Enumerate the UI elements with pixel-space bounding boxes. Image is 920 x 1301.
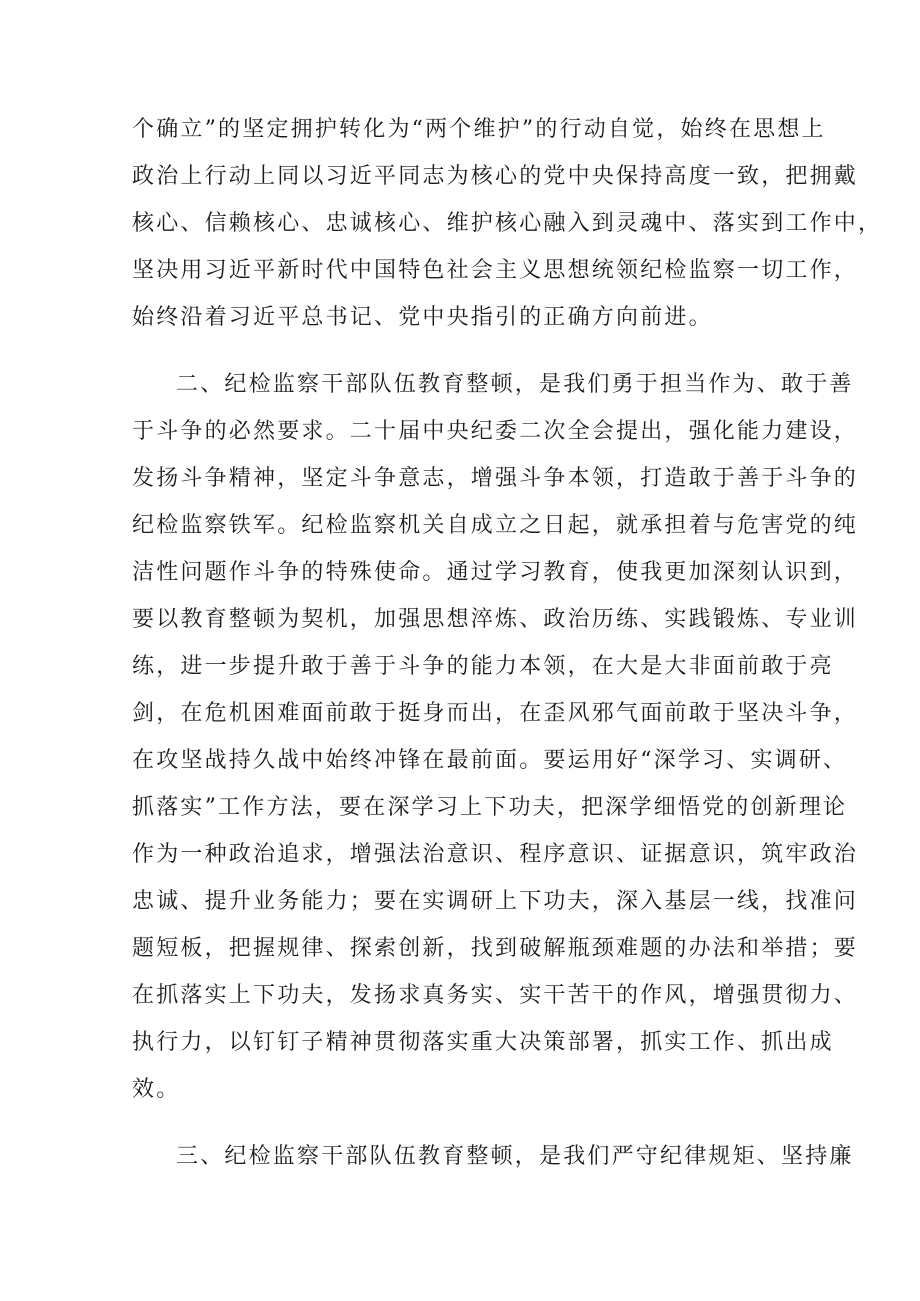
- text-line: 抓落实”工作方法，要在深学习上下功夫，把深学细悟党的创新理论: [132, 795, 848, 820]
- text-line: 在攻坚战持久战中始终冲锋在最前面。要运用好“深学习、实调研、: [132, 748, 848, 773]
- text-line: 发扬斗争精神，坚定斗争意志，增强斗争本领，打造敢于善于斗争的: [132, 466, 859, 491]
- text-line: 核心、信赖核心、忠诚核心、维护核心融入到灵魂中、落实到工作中，: [132, 211, 883, 236]
- text-line: 作为一种政治追求，增强法治意识、程序意识、证据意识，筑牢政治: [132, 842, 859, 867]
- text-line: 于斗争的必然要求。二十届中央纪委二次全会提出，强化能力建设，: [132, 419, 859, 444]
- text-line: 在抓落实上下功夫，发扬求真务实、实干苦干的作风，增强贯彻力、: [132, 983, 859, 1008]
- text-line: 始终沿着习近平总书记、党中央指引的正确方向前进。: [132, 305, 713, 330]
- text-line: 练，进一步提升敢于善于斗争的能力本领，在大是大非面前敢于亮: [132, 654, 834, 679]
- text-line: 政治上行动上同以习近平同志为核心的党中央保持高度一致，把拥戴: [132, 164, 859, 189]
- text-line: 纪检监察铁军。纪检监察机关自成立之日起，就承担着与危害党的纯: [132, 513, 859, 538]
- text-line: 坚决用习近平新时代中国特色社会主义思想统领纪检监察一切工作，: [132, 258, 859, 283]
- text-line: 题短板，把握规律、探索创新，找到破解瓶颈难题的办法和举措；要: [132, 936, 859, 961]
- text-line: 执行力，以钉钉子精神贯彻落实重大决策部署，抓实工作、抓出成: [132, 1030, 834, 1055]
- paragraph-start-line: 二、纪检监察干部队伍教育整顿，是我们勇于担当作为、敢于善: [176, 372, 854, 397]
- text-line: 剑，在危机困难面前敢于挺身而出，在歪风邪气面前敢于坚决斗争，: [132, 701, 859, 726]
- text-line: 忠诚、提升业务能力；要在实调研上下功夫，深入基层一线，找准问: [132, 889, 859, 914]
- text-line: 个确立”的坚定拥护转化为“两个维护”的行动自觉，始终在思想上: [132, 117, 826, 142]
- text-line: 效。: [132, 1077, 181, 1102]
- text-line: 洁性问题作斗争的特殊使命。通过学习教育，使我更加深刻认识到，: [132, 560, 859, 585]
- paragraph-start-line: 三、纪检监察干部队伍教育整顿，是我们严守纪律规矩、坚持廉: [176, 1144, 854, 1169]
- text-line: 要以教育整顿为契机，加强思想淬炼、政治历练、实践锻炼、专业训: [132, 607, 859, 632]
